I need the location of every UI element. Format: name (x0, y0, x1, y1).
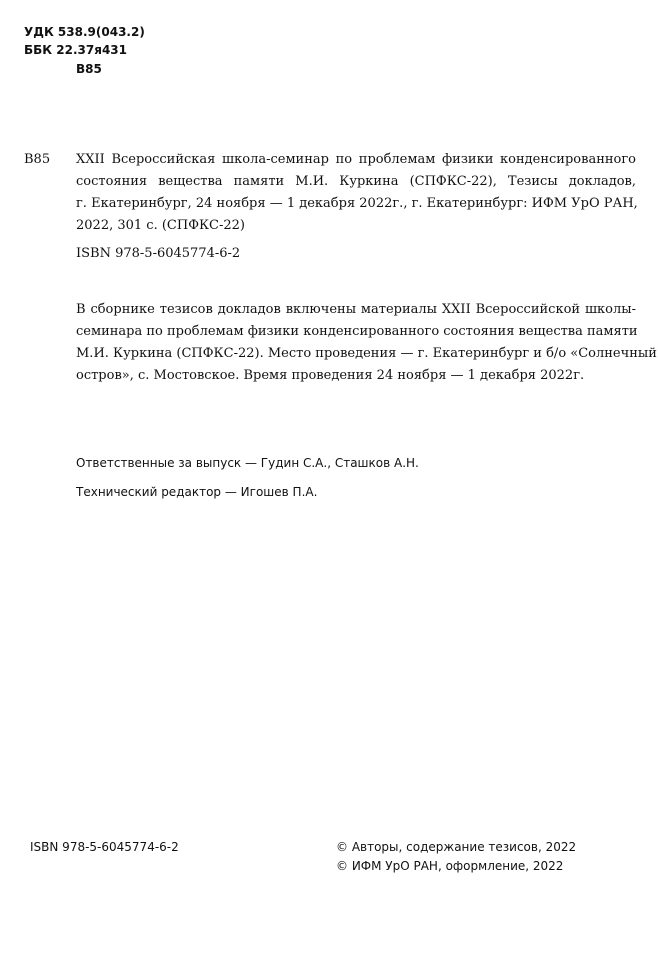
footer-isbn: ISBN 978-5-6045774-6-2 (30, 840, 179, 854)
technical-editor: Технический редактор — Игошев П.А. (76, 485, 318, 499)
copyright-authors: © Авторы, содержание тезисов, 2022 (336, 840, 577, 854)
abstract-line: В сборнике тезисов докладов включены материалы XXII Всероссийской школы- (76, 302, 636, 317)
bib-line: XXII Всероссийская школа-семинар по проблемам физики конденсированного (76, 152, 636, 167)
abstract-line: семинара по проблемам физики конденсированного состояния вещества памяти (76, 324, 638, 339)
bbk-code: ББК 22.37я431 (24, 43, 127, 57)
bib-line: 2022, 301 с. (СПФКС-22) (76, 218, 245, 233)
copyright-publisher: © ИФМ УрО РАН, оформление, 2022 (336, 859, 564, 873)
bib-isbn: ISBN 978-5-6045774-6-2 (76, 246, 241, 261)
bib-line: г. Екатеринбург, 24 ноября — 1 декабря 2022г., г. Екатеринбург: ИФМ УрО РАН, (76, 196, 638, 211)
responsible-editors: Ответственные за выпуск — Гудин С.А., Сташков А.Н. (76, 456, 419, 470)
bib-line: состояния вещества памяти М.И. Куркина (СПФКС-22), Тезисы докладов, (76, 174, 636, 189)
author-mark: В85 (76, 62, 102, 76)
bib-mark: В85 (24, 152, 51, 167)
bib-record (76, 149, 636, 237)
abstract-line: М.И. Куркина (СПФКС-22). Место проведения — г. Екатеринбург и б/о «Солнечный (76, 346, 657, 361)
abstract-line: остров», с. Мостовское. Время проведения 24 ноября — 1 декабря 2022г. (76, 368, 585, 383)
udk-code: УДК 538.9(043.2) (24, 25, 145, 39)
abstract (76, 299, 657, 387)
